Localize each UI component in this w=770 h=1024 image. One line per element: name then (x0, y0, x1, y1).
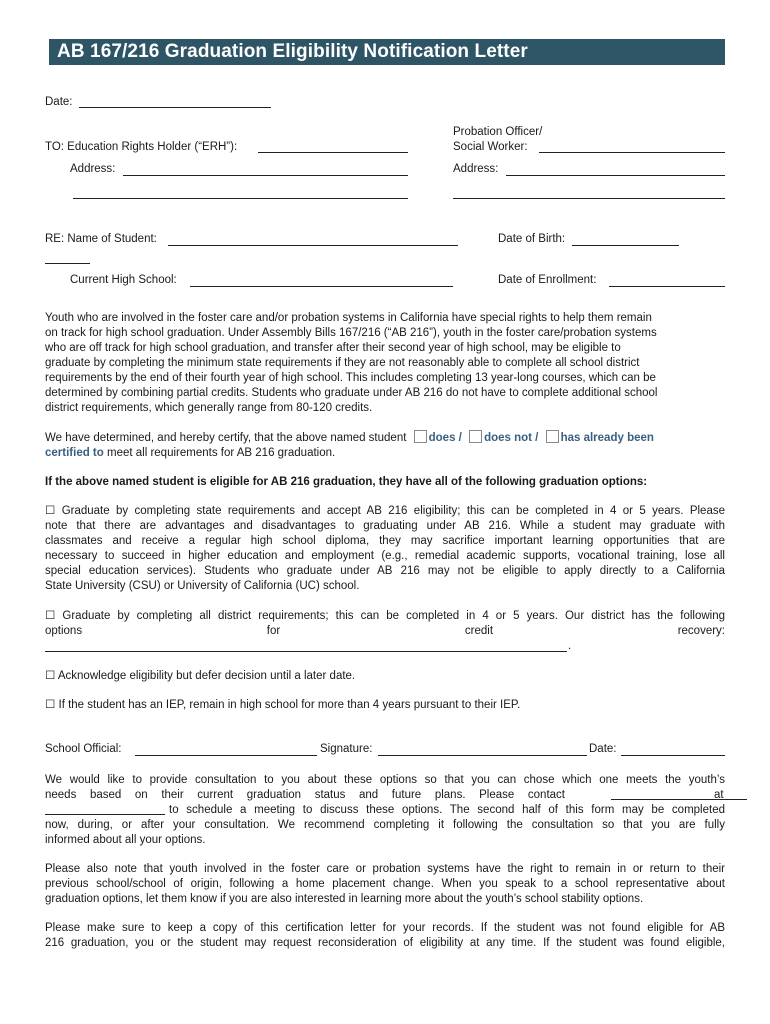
erh-address-field[interactable] (123, 175, 408, 176)
copy-paragraph (45, 921, 725, 951)
intro-line: graduate by completing the minimum state requirements if they are not reasonably able to complete all school district (45, 357, 640, 369)
option2-words-line (45, 624, 725, 639)
option1-line: special education services). Students who graduate under AB 216 may not be eligible to apply directly to a California (45, 565, 725, 577)
enrollment-field[interactable] (609, 286, 725, 287)
intro-line: district requirements, which generally range from 80-120 credits. (45, 402, 373, 414)
po-address-field[interactable] (506, 175, 725, 176)
consult-schedule-text: to schedule a meeting to discuss these options. The second half of this form may be completed (169, 804, 725, 816)
origin-line: graduation options, let them know if you are also interested in learning more about the youth’s school stability options. (45, 893, 644, 905)
enrollment-label: Date of Enrollment: (498, 274, 597, 286)
school-official-label: School Official: (45, 743, 122, 755)
erh-field[interactable] (258, 152, 408, 153)
signature-field[interactable] (378, 755, 587, 756)
option-state-requirements[interactable] (45, 504, 725, 594)
intro-line: Youth who are involved in the foster care and/or probation systems in California have special rights to help them remain (45, 312, 652, 324)
po-label-line2: Social Worker: (453, 141, 528, 153)
certify-statement (45, 430, 725, 461)
option2-line: ☐ Graduate by completing all district requirements; this can be completed in 4 or 5 years. Our district has the following (45, 610, 725, 622)
dob-field[interactable] (572, 245, 679, 246)
consult-contact-text: needs based on their current graduation status and future plans. Please contact (45, 789, 565, 801)
consult-line: We would like to provide consultation to you about these options so that you can chose which one meets the youth’s (45, 774, 725, 786)
student-name-field-wrap[interactable] (45, 263, 90, 264)
intro-line: who are off track for high school graduation, and transfer after their second year of high school, may be eligible to (45, 342, 621, 354)
erh-label: TO: Education Rights Holder (“ERH”): (45, 141, 238, 153)
does-option: does / (428, 432, 462, 444)
option1-line: note that there are advantages and disadvantages to graduating under AB 216. While a student may graduate with (45, 520, 725, 532)
date-label: Date: (45, 96, 73, 108)
school-label: Current High School: (70, 274, 177, 286)
already-certified-checkbox[interactable] (546, 430, 559, 443)
certified-to-text: certified to (45, 447, 104, 459)
contact-name-field[interactable] (611, 799, 747, 800)
erh-address-label: Address: (70, 163, 116, 175)
consultation-paragraph (45, 773, 725, 848)
consult-line: informed about all your options. (45, 834, 206, 846)
option2-word: options (45, 625, 83, 637)
option1-line: State University (CSU) or University of California (UC) school. (45, 580, 360, 592)
option2-word: recovery: (677, 625, 725, 637)
student-name-label: RE: Name of Student: (45, 233, 157, 245)
does-not-option: does not / (484, 432, 539, 444)
intro-line: determined by combining partial credits. Students who graduate under AB 216 do not have to complete additional school (45, 387, 658, 399)
student-name-field[interactable] (168, 245, 458, 246)
po-address-field-line2[interactable] (453, 198, 725, 199)
option2-word: for (266, 625, 281, 637)
consult-schedule-line (45, 803, 725, 818)
options-heading: If the above named student is eligible for AB 216 graduation, they have all of the following graduation options: (45, 476, 648, 488)
certify-tail: meet all requirements for AB 216 graduation. (103, 447, 336, 459)
does-not-checkbox[interactable] (469, 430, 482, 443)
consult-contact-line (45, 788, 725, 803)
signature-label: Signature: (320, 743, 373, 755)
school-of-origin-paragraph (45, 862, 725, 907)
dob-label: Date of Birth: (498, 233, 566, 245)
signature-date-label: Date: (589, 743, 617, 755)
credit-recovery-period: . (568, 640, 572, 652)
already-certified-option: has already been (560, 432, 654, 444)
consult-at: at (714, 789, 724, 801)
option-defer-decision[interactable]: ☐ Acknowledge eligibility but defer decision until a later date. (45, 670, 356, 682)
consult-line: now, during, or after your consultation. We recommend completing it following the consultation so that you are fully (45, 819, 725, 831)
contact-info-field[interactable] (45, 814, 165, 815)
copy-line: Please make sure to keep a copy of this certification letter for your records. If the student was not found eligible for AB (45, 922, 725, 934)
origin-line: previous school/school of origin, following a home placement change. When you speak to a school representative about (45, 878, 725, 890)
option1-line: ☐ Graduate by completing state requirements and accept AB 216 eligibility; this can be completed in 4 or 5 years. Please (45, 505, 725, 517)
school-field[interactable] (190, 286, 453, 287)
does-checkbox[interactable] (414, 430, 427, 443)
option-district-requirements[interactable] (45, 609, 725, 639)
po-field[interactable] (539, 152, 725, 153)
school-official-field[interactable] (135, 755, 317, 756)
date-field[interactable] (79, 107, 271, 108)
title-bar-accent (45, 39, 49, 65)
option1-line: classmates and receive a regular high school diploma, they may sacrifice important learning opportunities that are (45, 535, 725, 547)
option1-line: necessary to succeed in higher education and employment (e.g., remedial academic supports, vocational training, lose all (45, 550, 725, 562)
certify-lead: We have determined, and hereby certify, that the above named student (45, 432, 407, 444)
option-iep[interactable]: ☐ If the student has an IEP, remain in high school for more than 4 years pursuant to their IEP. (45, 699, 521, 711)
erh-address-field-line2[interactable] (73, 198, 408, 199)
document-title-bar (45, 39, 725, 65)
credit-recovery-field[interactable] (45, 651, 567, 652)
intro-paragraph (45, 311, 725, 416)
origin-line: Please also note that youth involved in the foster care or probation systems have the right to remain in or return to their (45, 863, 725, 875)
signature-date-field[interactable] (621, 755, 725, 756)
copy-line: 216 graduation, you or the student may request reconsideration of eligibility at any time. If the student was found eligible, (45, 937, 725, 949)
option2-word: credit (464, 625, 494, 637)
po-address-label: Address: (453, 163, 499, 175)
intro-line: on track for high school graduation. Under Assembly Bills 167/216 (“AB 216”), youth in the foster care/probation systems (45, 327, 657, 339)
po-label-line1: Probation Officer/ (453, 126, 543, 138)
intro-line: requirements by the end of their fourth year of high school. This includes completing 13 year-long courses, which can be (45, 372, 656, 384)
document-title: AB 167/216 Graduation Eligibility Notification Letter (57, 41, 528, 62)
